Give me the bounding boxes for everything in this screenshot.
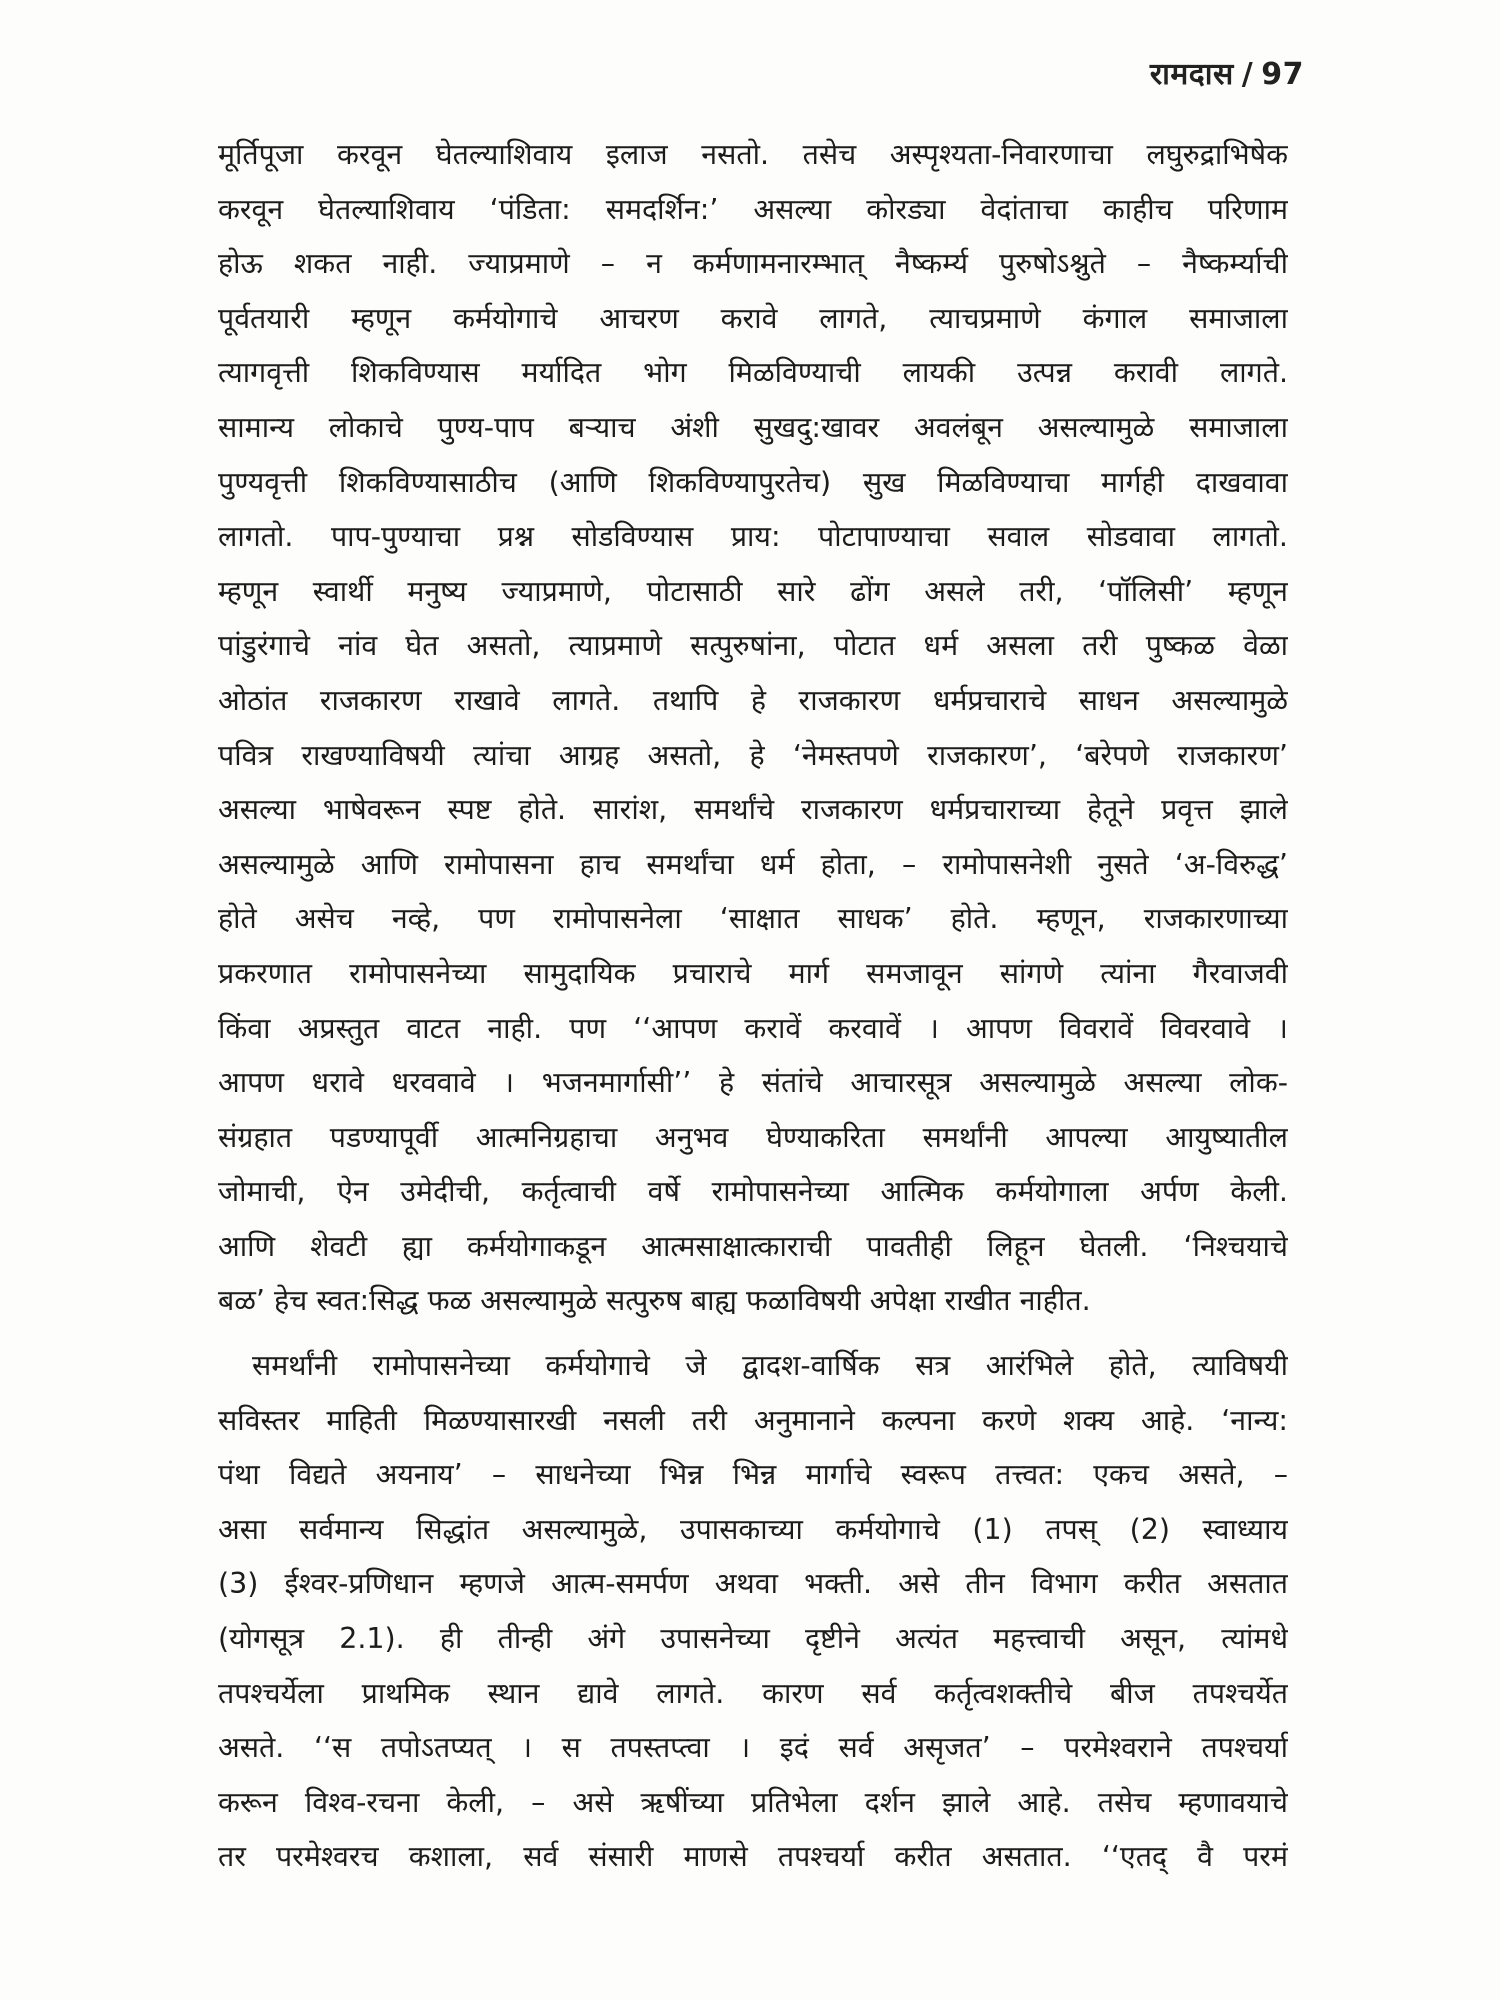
text-line: तर परमेश्वरच कशाला, सर्व संसारी माणसे तपश्चर्या करीत असतात. ‘‘एतद् वै परमं xyxy=(218,1840,1288,1874)
text-line: आपण धरावे धरववावे । भजनमार्गासी’’ हे संतांचे आचारसूत्र असल्यामुळे असल्या लोक- xyxy=(218,1066,1288,1100)
text-line: पवित्र राखण्याविषयी त्यांचा आग्रह असतो, हे ‘नेमस्तपणे राजकारण’, ‘बरेपणे राजकारण’ xyxy=(218,738,1288,772)
text-line: किंवा अप्रस्तुत वाटत नाही. पण ‘‘आपण करावें करवावें । आपण विवरावें विवरवावे । xyxy=(218,1011,1288,1045)
text-line: म्हणून स्वार्थी मनुष्य ज्याप्रमाणे, पोटासाठी सारे ढोंग असले तरी, ‘पॉलिसी’ म्हणून xyxy=(218,574,1288,608)
header-separator: / xyxy=(1241,57,1254,92)
text-line: करवून घेतल्याशिवाय ‘पंडिता: समदर्शिन:’ असल्या कोरड्या वेदांताचा काहीच परिणाम xyxy=(218,192,1288,226)
page-number: 97 xyxy=(1261,57,1304,92)
text-line: (3) ईश्वर-प्रणिधान म्हणजे आत्म-समर्पण अथवा भक्ती. असे तीन विभाग करीत असतात xyxy=(218,1567,1288,1601)
text-line: असल्या भाषेवरून स्पष्ट होते. सारांश, समर्थांचे राजकारण धर्मप्रचाराच्या हेतूने प्रवृत्त झाले xyxy=(218,793,1288,827)
text-line: तपश्चर्येला प्राथमिक स्थान द्यावे लागते. कारण सर्व कर्तृत्वशक्तीचे बीज तपश्चर्येत xyxy=(218,1676,1288,1710)
chapter-title: रामदास xyxy=(1149,57,1234,92)
text-line: असते. ‘‘स तपोऽतप्यत् । स तपस्तप्त्वा । इदं सर्व असृजत’ – परमेश्वराने तपश्चर्या xyxy=(218,1731,1288,1765)
text-line: (योगसूत्र 2.1). ही तीन्ही अंगे उपासनेच्या दृष्टीने अत्यंत महत्त्वाची असून, त्यांमधे xyxy=(218,1622,1288,1656)
paragraph-gap xyxy=(218,1329,1288,1339)
text-line: समर्थांनी रामोपासनेच्या कर्मयोगाचे जे द्वादश-वार्षिक सत्र आरंभिले होते, त्याविषयी xyxy=(252,1349,1288,1383)
text-line: होते असेच नव्हे, पण रामोपासनेला ‘साक्षात साधक’ होते. म्हणून, राजकारणाच्या xyxy=(218,902,1288,936)
text-line: करून विश्व-रचना केली, – असे ऋषींच्या प्रतिभेला दर्शन झाले आहे. तसेच म्हणावयाचे xyxy=(218,1785,1288,1819)
text-line: बळ’ हेच स्वत:सिद्ध फळ असल्यामुळे सत्पुरुष बाह्य फळाविषयी अपेक्षा राखीत नाहीत. xyxy=(218,1284,1091,1318)
text-line: पांडुरंगाचे नांव घेत असतो, त्याप्रमाणे सत्पुरुषांना, पोटात धर्म असला तरी पुष्कळ वेळा xyxy=(218,629,1288,663)
text-line: पूर्वतयारी म्हणून कर्मयोगाचे आचरण करावे लागते, त्याचप्रमाणे कंगाल समाजाला xyxy=(218,301,1288,335)
text-line: प्रकरणात रामोपासनेच्या सामुदायिक प्रचाराचे मार्ग समजावून सांगणे त्यांना गैरवाजवी xyxy=(218,956,1288,990)
text-line: असल्यामुळे आणि रामोपासना हाच समर्थांचा धर्म होता, – रामोपासनेशी नुसते ‘अ-विरुद्ध’ xyxy=(218,847,1288,881)
text-line: सामान्य लोकाचे पुण्य-पाप बऱ्याच अंशी सुखदु:खावर अवलंबून असल्यामुळे समाजाला xyxy=(218,410,1288,444)
text-line: पुण्यवृत्ती शिकविण्यासाठीच (आणि शिकविण्यापुरतेच) सुख मिळविण्याचा मार्गही दाखवावा xyxy=(218,465,1288,499)
text-line: पंथा विद्यते अयनाय’ – साधनेच्या भिन्न भिन्न मार्गाचे स्वरूप तत्त्वत: एकच असते, – xyxy=(218,1458,1288,1492)
text-line: संग्रहात पडण्यापूर्वी आत्मनिग्रहाचा अनुभव घेण्याकरिता समर्थांनी आपल्या आयुष्यातील xyxy=(218,1120,1288,1154)
text-line: आणि शेवटी ह्या कर्मयोगाकडून आत्मसाक्षात्काराची पावतीही लिहून घेतली. ‘निश्चयाचे xyxy=(218,1229,1288,1263)
text-line: त्यागवृत्ती शिकविण्यास मर्यादित भोग मिळविण्याची लायकी उत्पन्न करावी लागते. xyxy=(218,356,1288,390)
paragraph-2 xyxy=(218,1339,1288,1885)
body-text xyxy=(218,128,1288,1885)
text-line: लागतो. पाप-पुण्याचा प्रश्न सोडविण्यास प्राय: पोटापाण्याचा सवाल सोडवावा लागतो. xyxy=(218,520,1288,554)
paragraph-1 xyxy=(218,128,1288,1329)
running-header xyxy=(1150,52,1304,93)
text-line: होऊ शकत नाही. ज्याप्रमाणे – न कर्मणामनारम्भात् नैष्कर्म्य पुरुषोऽश्नुते – नैष्कर्म्याची xyxy=(218,247,1288,281)
text-line: असा सर्वमान्य सिद्धांत असल्यामुळे, उपासकाच्या कर्मयोगाचे (1) तपस् (2) स्वाध्याय xyxy=(218,1512,1288,1546)
text-line: सविस्तर माहिती मिळण्यासारखी नसली तरी अनुमानाने कल्पना करणे शक्य आहे. ‘नान्य: xyxy=(218,1403,1288,1437)
text-line: ओठांत राजकारण राखावे लागते. तथापि हे राजकारण धर्मप्रचाराचे साधन असल्यामुळे xyxy=(218,683,1288,717)
text-line: मूर्तिपूजा करवून घेतल्याशिवाय इलाज नसतो. तसेच अस्पृश्यता-निवारणाचा लघुरुद्राभिषेक xyxy=(218,138,1288,171)
text-line: जोमाची, ऐन उमेदीची, कर्तृत्वाची वर्षे रामोपासनेच्या आत्मिक कर्मयोगाला अर्पण केली. xyxy=(218,1175,1288,1209)
